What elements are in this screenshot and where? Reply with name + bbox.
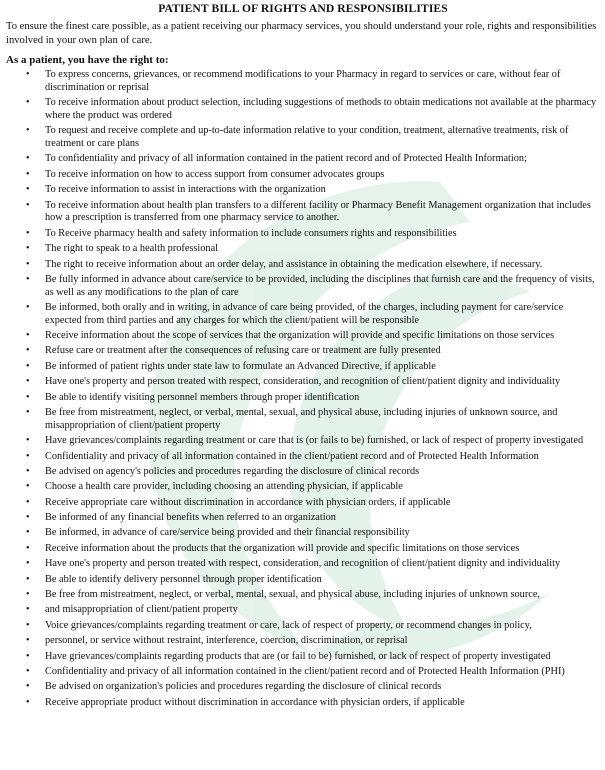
bullet-icon: • [26,542,30,554]
rights-list-item [6,69,600,94]
rights-item-text: Be fully informed in advance about care/service to be provided, including the disciplines that furnish care and the frequency of visits, as well as any modifications to the plan of care [45,273,595,298]
rights-list-item [6,228,600,241]
rights-item-text: Be informed, in advance of care/service being provided and their financial responsibility [45,527,410,539]
rights-list-item [6,153,600,166]
rights-item-text: The right to speak to a health professional [45,243,218,255]
rights-item-text: Be free from mistreatment, neglect, or verbal, mental, sexual, and physical abuse, including injuries of unknown source, [45,589,540,601]
rights-item-text: To receive information to assist in interactions with the organization [45,184,326,196]
rights-item-text: Be advised on organization's policies and procedures regarding the disclosure of clinical records [45,681,442,693]
rights-item-text: The right to receive information about an order delay, and assistance in obtaining the medication elsewhere, if necessary. [45,258,543,270]
rights-item-text: Confidentiality and privacy of all information contained in the client/patient record and of Protected Health Information [45,450,539,462]
rights-item-text: Have grievances/complaints regarding products that are (or fail to be) furnished, or lack of respect of property investigated [45,650,551,662]
rights-list-item [6,169,600,182]
rights-list-item [6,435,600,448]
rights-item-text: and misappropriation of client/patient property [45,604,238,616]
rights-list-item [6,589,600,602]
rights-list-item [6,481,600,494]
rights-item-text: Have grievances/complaints regarding treatment or care that is (or fails to be) furnished, or lack of respect of property investigated [45,435,584,447]
bullet-icon: • [26,573,30,585]
rights-item-text: Be free from mistreatment, neglect, or verbal, mental, sexual, and physical abuse, including injuries of unknown source, and misappropriation of client/patient property [45,407,558,431]
bullet-icon: • [26,243,30,255]
rights-item-text: Be informed of patient rights under state law to formulate an Advanced Directive, if applicable [45,360,436,372]
bullet-icon: • [26,465,30,477]
rights-list-item [6,392,600,405]
rights-list-item [6,620,600,633]
bullet-icon: • [26,391,30,403]
rights-item-text: Have one's property and person treated with respect, consideration, and recognition of client/patient dignity and individuality [45,558,561,570]
rights-list-item [6,361,600,374]
rights-list-item [6,497,600,510]
rights-item-text: Receive information about the scope of services that the organization will provide and specific limitations on those services [45,330,555,342]
rights-list-item [6,274,600,299]
rights-list-item [6,200,600,225]
rights-item-text: Be informed, both orally and in writing, in advance of care being provided, of the charges, including payment for care/service expected from third parties and any charges for which the client/patient will be responsible [45,302,564,326]
bullet-icon: • [26,481,30,493]
bullet-icon: • [26,696,30,708]
rights-list-item [6,345,600,358]
bullet-icon: • [26,650,30,662]
rights-list-item [6,451,600,464]
bullet-icon: • [26,558,30,570]
rights-list-item [6,125,600,150]
rights-item-text: Be advised on agency's policies and procedures regarding the disclosure of clinical records [45,465,420,477]
bullet-icon: • [26,345,30,357]
rights-list-item [6,302,600,327]
rights-item-text: personnel, or service without restraint, interference, coercion, discrimination, or reprisal [45,635,408,647]
rights-heading: As a patient, you have the right to: [6,54,169,67]
rights-item-text: To receive information about health plan transfers to a different facility or Pharmacy Benefit Management organization that includes how a prescription is transferred from one pharmacy service to another. [45,199,591,224]
bullet-icon: • [26,330,30,342]
rights-item-text: Be able to identify visiting personnel members through proper identification [45,391,360,403]
rights-item-text: Have one's property and person treated with respect, consideration, and recognition of client/patient dignity and individuality [45,376,561,388]
rights-list-item [6,330,600,343]
bullet-icon: • [26,273,30,285]
rights-list-item [6,512,600,525]
document-page [0,2,605,709]
page-title: PATIENT BILL OF RIGHTS AND RESPONSIBILITIES [158,2,448,15]
bullet-icon: • [26,360,30,372]
bullet-icon: • [26,435,30,447]
rights-list-item [6,651,600,664]
bullet-icon: • [26,168,30,180]
bullet-icon: • [26,407,30,419]
bullet-icon: • [26,604,30,616]
rights-item-text: Receive information about the products that the organization will provide and specific limitations on those services [45,542,520,554]
rights-list-item [6,259,600,272]
bullet-icon: • [26,589,30,601]
rights-item-text: To request and receive complete and up-to-date information relative to your condition, treatment, alternative treatments, risk of treatment or care plans [45,125,569,150]
bullet-icon: • [26,125,30,137]
bullet-icon: • [26,512,30,524]
bullet-icon: • [26,635,30,647]
rights-item-text: Voice grievances/complaints regarding treatment or care, lack of respect of property, or recommend changes in policy, [45,619,532,631]
bullet-icon: • [26,527,30,539]
rights-list-item [6,407,600,432]
rights-list-item [6,604,600,617]
bullet-icon: • [26,69,30,81]
bullet-icon: • [26,666,30,677]
rights-list-item [6,666,600,679]
rights-list-item [6,376,600,389]
intro-paragraph: To ensure the finest care possible, as a patient receiving our pharmacy services, you should understand your role, rights and responsibilities involved in your own plan of care. [6,21,597,46]
bullet-icon: • [26,258,30,270]
rights-list-item [6,558,600,571]
bullet-icon: • [26,450,30,462]
rights-list-item [6,97,600,122]
rights-item-text: To express concerns, grievances, or recommend modifications to your Pharmacy in regard to services or care, without fear of discrimination or reprisal [45,69,561,93]
rights-list-item [6,527,600,540]
rights-list-item [6,243,600,256]
rights-list-item [6,574,600,587]
rights-item-text: Receive appropriate care without discrimination in accordance with physician orders, if applicable [45,496,451,508]
bullet-icon: • [26,199,30,211]
bullet-icon: • [26,619,30,631]
rights-item-text: To receive information about product selection, including suggestions of methods to obtain medications not available at the pharmacy where the product was ordered [45,97,597,121]
bullet-icon: • [26,97,30,109]
rights-item-text: Confidentiality and privacy of all information contained in the client/patient record and of Protected Health Information (PHI) [45,666,565,677]
rights-item-text: To confidentiality and privacy of all information contained in the patient record and of Protected Health Information; [45,153,527,165]
bullet-icon: • [26,227,30,239]
rights-list-item [6,681,600,694]
rights-list-item [6,466,600,479]
rights-list-item [6,184,600,197]
rights-list-item [6,543,600,556]
rights-item-text: To receive information on how to access support from consumer advocates groups [45,168,385,180]
rights-item-text: Be informed of any financial benefits when referred to an organization [45,512,336,524]
bullet-icon: • [26,302,30,313]
rights-list-item [6,635,600,648]
bullet-icon: • [26,153,30,165]
bullet-icon: • [26,376,30,388]
bullet-icon: • [26,496,30,508]
rights-item-text: Be able to identify delivery personnel through proper identification [45,573,322,585]
rights-item-text: Receive appropriate product without discrimination in accordance with physician orders, if applicable [45,696,465,708]
rights-item-text: Refuse care or treatment after the consequences of refusing care or treatment are fully presented [45,345,441,357]
rights-list [6,69,600,709]
rights-item-text: To Receive pharmacy health and safety information to include consumers rights and responsibilities [45,227,457,239]
rights-list-item [6,697,600,710]
rights-item-text: Choose a health care provider, including choosing an attending physician, if applicable [45,481,403,493]
bullet-icon: • [26,184,30,196]
bullet-icon: • [26,681,30,693]
